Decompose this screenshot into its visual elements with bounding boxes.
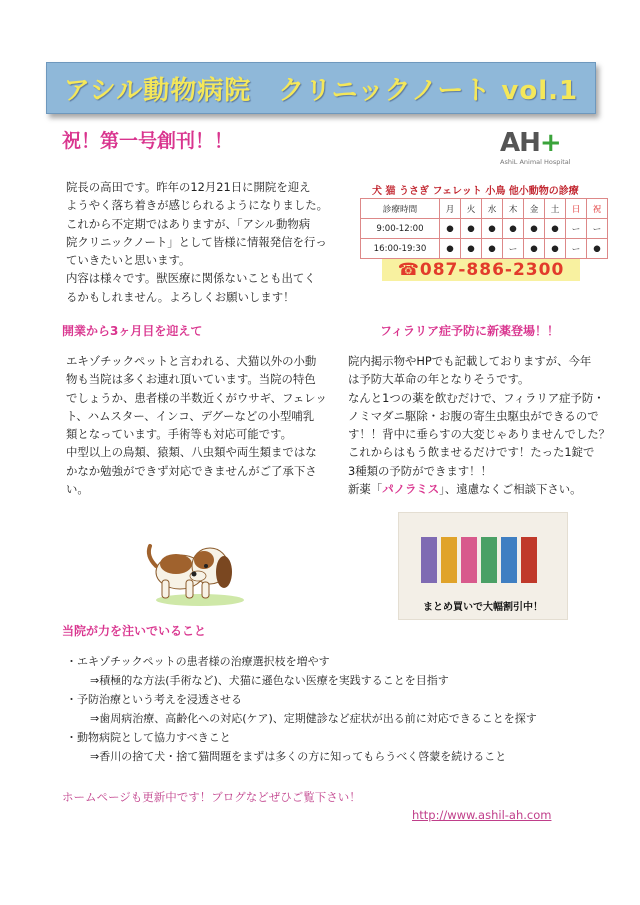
- section1-line: 物も当院は多くお連れ頂いています。当院の特色: [66, 372, 316, 387]
- day-wed: 水: [482, 199, 503, 219]
- hours-row-morning: [361, 219, 608, 239]
- section2-body: [348, 352, 616, 498]
- hours-row-label: 9:00-12:00: [361, 219, 440, 239]
- section2-heading: フィラリア症予防に新薬登場！！: [380, 324, 560, 338]
- section2-line: ノミマダニ駆除・お腹の寄生虫駆虫ができるので: [348, 408, 599, 423]
- section1-line: でしょうか、患者様の半数近くがウサギ、フェレッ: [66, 390, 327, 405]
- hours-cell: ●: [461, 239, 482, 259]
- product-box: [521, 537, 537, 583]
- hours-cell: ●: [524, 219, 545, 239]
- intro-line: これから不定期ではありますが、「アシル動物病: [66, 216, 311, 231]
- focus-list: [66, 652, 537, 766]
- day-sat: 土: [545, 199, 566, 219]
- hours-title: 犬 猫 うさぎ フェレット 小鳥 他小動物の診療: [372, 186, 579, 197]
- section2-line: なんと1つの薬を飲むだけで、フィラリア症予防・: [348, 390, 605, 405]
- section1-line: 類となっています。手術等も対応可能です。: [66, 427, 292, 442]
- day-sun: 日: [566, 199, 587, 219]
- hours-cell: ●: [482, 239, 503, 259]
- section3-heading: 当院が力を注いでいること: [62, 624, 207, 638]
- hours-cell: ●: [587, 239, 608, 259]
- section1-line: い。: [66, 482, 89, 497]
- hours-cell: ●: [482, 219, 503, 239]
- logo-subtitle: AshiL Animal Hospital: [500, 158, 571, 166]
- hours-cell: ー: [587, 219, 608, 239]
- hours-cell: ●: [440, 239, 461, 259]
- homepage-note: ホームページも更新中です！ブログなどぜひご覧下さい！: [62, 790, 361, 804]
- hours-cell: ー: [566, 239, 587, 259]
- day-fri: 金: [524, 199, 545, 219]
- day-thu: 木: [503, 199, 524, 219]
- text-fragment: 」、遠慮なくご相談下さい。: [439, 482, 582, 497]
- headline: 祝！第一号創刊！！: [62, 130, 234, 152]
- list-item: ・エキゾチックペットの患者様の治療選択枝を増やす: [66, 655, 330, 668]
- hours-cell: ー: [503, 239, 524, 259]
- section2-line: す！！背中に垂らすの大変じゃありませんでした？: [348, 427, 610, 442]
- section2-line: これからはもう飲ませるだけです！たった1錠で: [348, 445, 595, 460]
- intro-line: 院クリニックノート」として皆様に情報発信を行っ: [66, 234, 327, 249]
- hours-cell: ●: [503, 219, 524, 239]
- intro-line: 内容は様々です。獣医療に関係ないことも出てく: [66, 271, 316, 286]
- website-link[interactable]: http://www.ashil-ah.com: [412, 808, 552, 822]
- product-box: [501, 537, 517, 583]
- product-box: [461, 537, 477, 583]
- product-photo: [398, 512, 568, 620]
- dog-illustration: [140, 520, 250, 610]
- hours-cell: ●: [461, 219, 482, 239]
- list-item: ・動物病院として協力すべきこと: [66, 731, 231, 744]
- phone-box: [382, 259, 580, 281]
- text-fragment: 新薬「: [348, 482, 383, 497]
- intro-line: ようやく落ち着きが感じられるようになりました。: [66, 198, 328, 213]
- product-box: [441, 537, 457, 583]
- day-tue: 火: [461, 199, 482, 219]
- hours-cell: ー: [566, 219, 587, 239]
- section2-line: 3種類の予防ができます！！: [348, 463, 492, 478]
- section1-line: ト、ハムスター、インコ、デグーなどの小型哺乳: [66, 408, 315, 423]
- logo-mark: AH: [500, 128, 540, 158]
- list-subitem: ⇒歯周病治療、高齢化への対応(ケア)、定期健診など症状が出る前に対応できることを探す: [90, 712, 537, 725]
- hours-header-label: 診療時間: [361, 199, 440, 219]
- product-caption: まとめ買いで大幅割引中！: [423, 602, 543, 613]
- section1-line: エキゾチックペットと言われる、犬猫以外の小動: [66, 354, 317, 368]
- day-mon: 月: [440, 199, 461, 219]
- section2-last-line: [348, 480, 616, 498]
- hours-header-row: [361, 199, 608, 219]
- hours-cell: ●: [440, 219, 461, 239]
- list-subitem: ⇒積極的な方法(手術など)、犬猫に遜色ない医療を実践することを目指す: [90, 674, 449, 687]
- list-subitem: ⇒香川の捨て犬・捨て猫問題をまずは多くの方に知ってもらうべく啓蒙を続けること: [90, 750, 507, 763]
- drug-name: パノラミス: [382, 482, 440, 497]
- hours-cell: ●: [524, 239, 545, 259]
- hours-row-label: 16:00-19:30: [361, 239, 440, 259]
- logo-plus: +: [539, 128, 561, 158]
- section1-heading: 開業から3ヶ月目を迎えて: [62, 324, 203, 338]
- intro-line: るかもしれません。よろしくお願いします！: [66, 289, 295, 304]
- product-box: [481, 537, 497, 583]
- title-banner: [46, 62, 596, 114]
- phone-number: ☎087-886-2300: [397, 260, 565, 280]
- section1-line: かなか勉強ができず対応できませんがご了承下さ: [66, 463, 317, 478]
- section2-line: は予防大革命の年となりそうです。: [348, 372, 530, 387]
- hospital-logo: [500, 130, 620, 178]
- intro-paragraph: [66, 178, 336, 306]
- newsletter-title: アシル動物病院 クリニックノート vol.1: [63, 75, 579, 106]
- product-box: [421, 537, 437, 583]
- hours-cell: ●: [545, 219, 566, 239]
- hours-table: [360, 198, 608, 259]
- hours-row-evening: [361, 239, 608, 259]
- day-holiday: 祝: [587, 199, 608, 219]
- hours-cell: ●: [545, 239, 566, 259]
- section2-line: 院内掲示物やHPでも記載しておりますが、今年: [348, 354, 592, 368]
- intro-line: ていきたいと思います。: [66, 253, 191, 268]
- intro-line: 院長の高田です。昨年の12月21日に開院を迎え: [66, 180, 311, 194]
- list-item: ・予防治療という考えを浸透させる: [66, 693, 242, 706]
- section1-body: [66, 352, 336, 498]
- section1-line: 中型以上の鳥類、猿類、八虫類や両生類まではな: [66, 445, 317, 460]
